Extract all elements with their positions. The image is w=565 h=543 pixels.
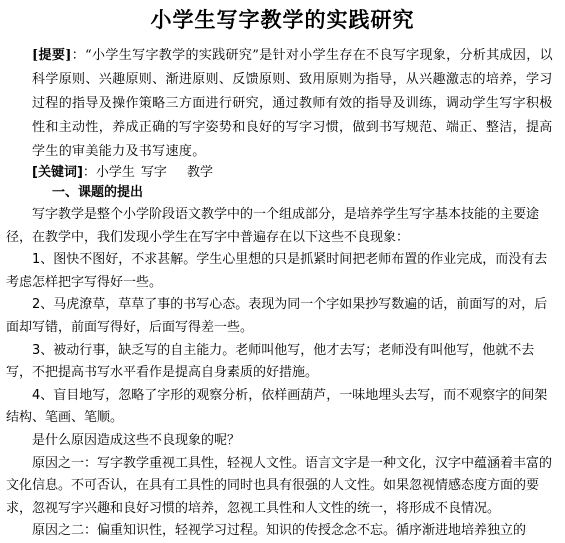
paragraph: 3、被动行事，缺乏写的自主能力。老师叫他写，他才去写；老师没有叫他写，他就不去写，不把提高书写水平看作是提高自身素质的好措施。	[6, 342, 535, 381]
abstract-text: ：“小学生写字教学的实践研究”是针对小学生存在不良写字现象，分析其成因，以科学原则、兴趣原则、渐进原则、反馈原则、致用原则为指导，从兴趣激志的培养，学习过程的指导及操作策略三方面进行研究，通过教师有效的指导及训练，调动学生写字积极性和主动性，养成正确的写字姿势和良好的写字习惯，做到书写规范、端正、整洁，提高学生的审美能力及书写速度。	[32, 48, 553, 159]
keywords-label: [关键词]	[32, 165, 83, 180]
keywords-separator: ：	[82, 165, 96, 180]
paragraph: 2、马虎潦草，草草了事的书写心态。表现为同一个字如果抄写数遍的话，前面写的对，后面却写错，前面写得好，后面写得差一些。	[6, 297, 548, 335]
abstract-paragraph	[6, 44, 558, 164]
document-title: 小学生写字教学的实践研究	[150, 7, 415, 32]
paragraph: 1、图快不图好，不求甚解。学生心里想的只是抓紧时间把老师布置的作业完成，而没有去考虑怎样把字写得好一些。	[6, 252, 548, 290]
section-heading: 一、课题的提出	[52, 185, 144, 200]
abstract-label: [提要]	[32, 48, 72, 63]
keyword-item: 教学	[186, 165, 213, 180]
keyword-item: 小学生	[95, 165, 135, 180]
paragraph: 原因之二：偏重知识性，轻视学习过程。知识的传授念念不忘。循序渐进地培养独立的	[32, 523, 527, 539]
paragraph: 写字教学是整个小学阶段语文教学中的一个组成部分，是培养学生写字基本技能的主要途径，在教学中，我们发现小学生在写字中普遍存在以下这些不良现象：	[6, 207, 540, 245]
paragraph: 原因之一：写字教学重视工具性，轻视人文性。语言文字是一种文化，汉字中蕴涵着丰富的文化信息。不可否认，在具有工具性的同时也具有很强的人文性。如果忽视情感态度方面的要求，忽视写字兴趣和良好习惯的培养，忽视工具性和人文性的统一，将形成不良情况。	[6, 455, 553, 516]
paragraph: 4、盲目地写，忽略了字形的观察分析，依样画葫芦，一味地埋头去写，而不观察字的间架结构、笔画、笔顺。	[6, 387, 548, 426]
abstract-block	[6, 44, 558, 164]
keyword-item: 写字	[140, 165, 167, 180]
body-text	[6, 204, 560, 543]
keywords-line	[32, 162, 552, 184]
paragraph: 是什么原因造成这些不良现象的呢？	[32, 432, 241, 448]
